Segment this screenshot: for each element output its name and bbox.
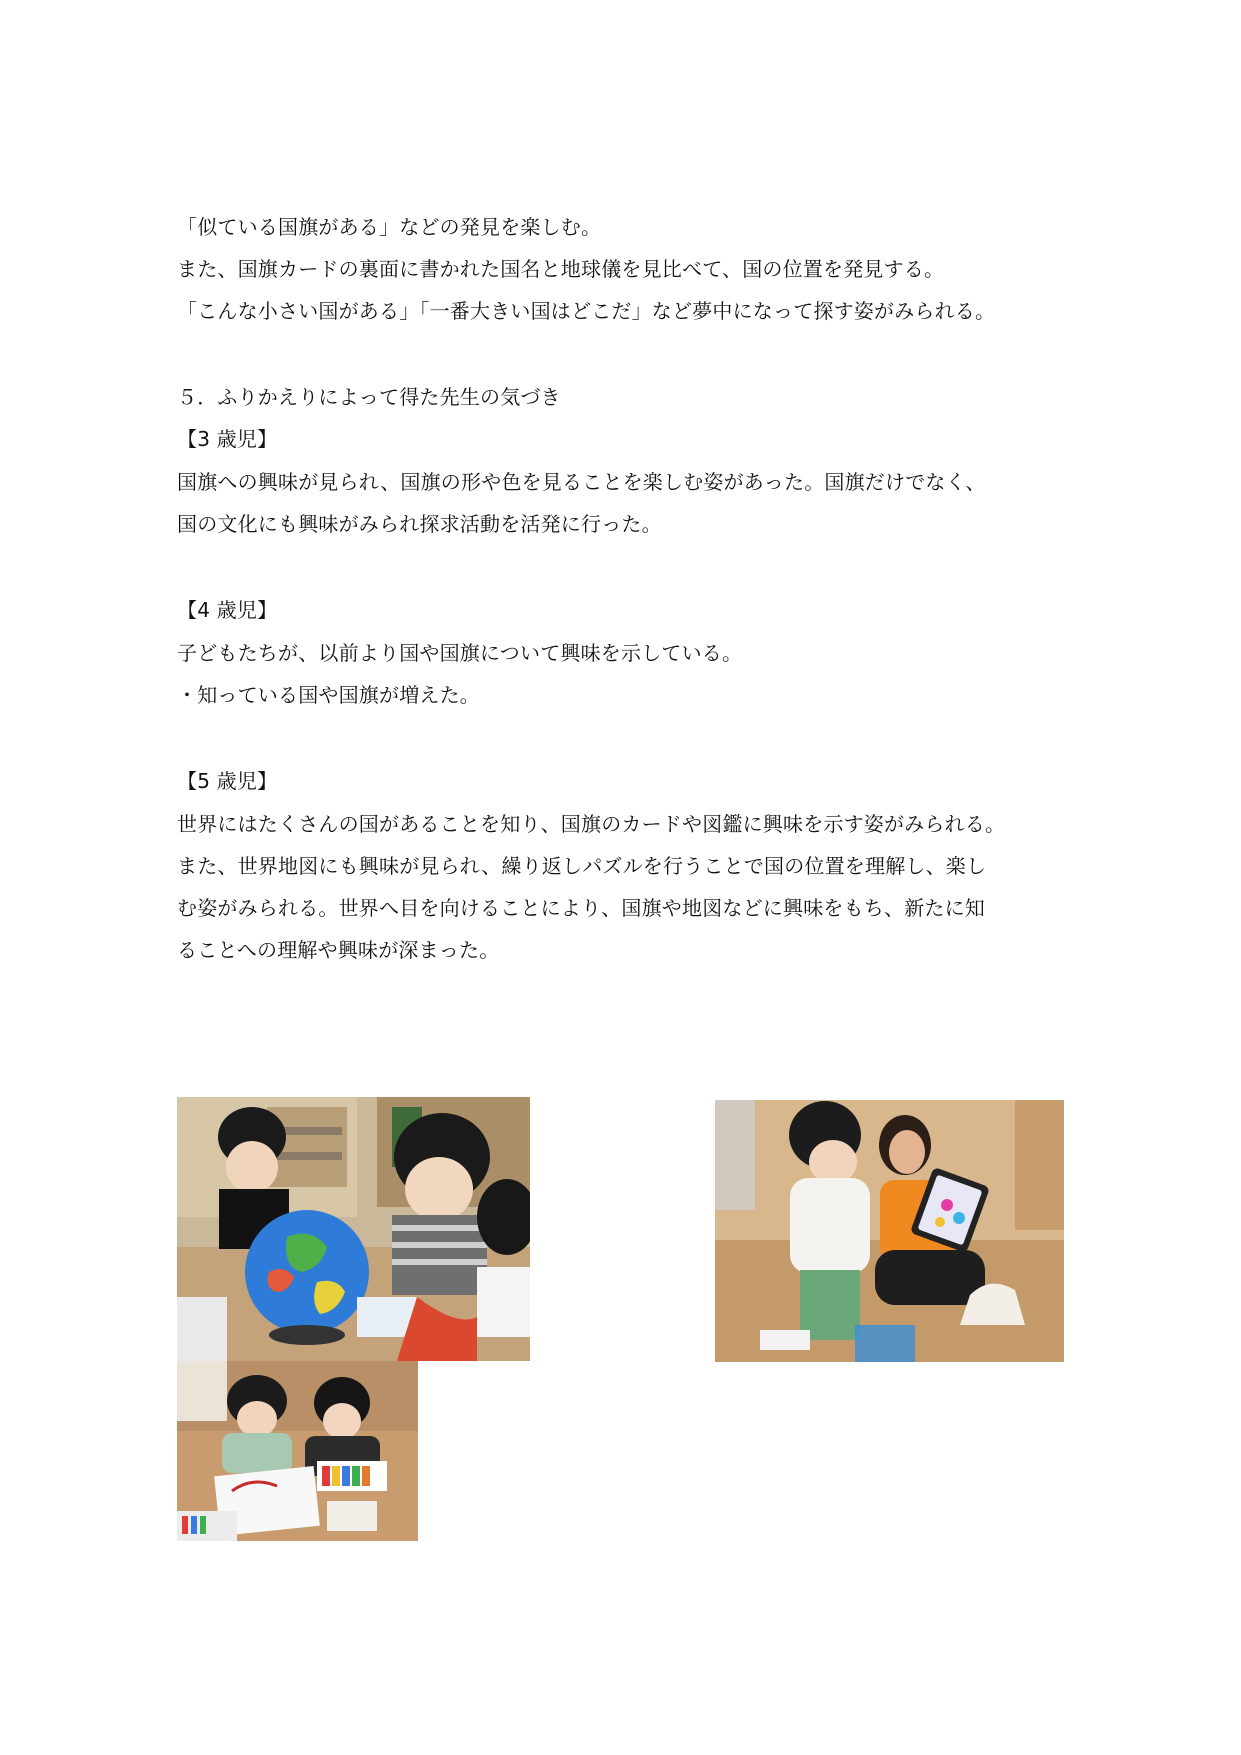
- age3-line-1: 国旗への興味が見られ、国旗の形や色を見ることを楽しむ姿があった。国旗だけでなく、: [177, 470, 986, 494]
- age4-line-2: ・知っている国や国旗が増えた。: [177, 683, 480, 707]
- age3-line-2: 国の文化にも興味がみられ探求活動を活発に行った。: [177, 512, 662, 536]
- age5-line-3: む姿がみられる。世界へ目を向けることにより、国旗や地図などに興味をもち、新たに知: [177, 896, 985, 920]
- globe-photo: [177, 1097, 530, 1361]
- tablet-photo: [715, 1100, 1064, 1362]
- intro-line-3: 「こんな小さい国がある」「一番大きい国はどこだ」など夢中になって探す姿がみられる。: [177, 299, 996, 323]
- section-heading: ５．ふりかえりによって得た先生の気づき: [177, 385, 561, 409]
- age3-label: 【3 歳児】: [177, 427, 278, 451]
- intro-line-2: また、国旗カードの裏面に書かれた国名と地球儀を見比べて、国の位置を発見する。: [177, 257, 945, 281]
- age5-label: 【5 歳児】: [177, 769, 278, 793]
- age5-line-2: また、世界地図にも興味が見られ、繰り返しパズルを行うことで国の位置を理解し、楽し: [177, 854, 987, 878]
- age5-line-4: ることへの理解や興味が深まった。: [177, 938, 500, 962]
- age4-line-1: 子どもたちが、以前より国や国旗について興味を示している。: [177, 641, 743, 665]
- drawing-photo: [177, 1361, 418, 1541]
- age5-line-1: 世界にはたくさんの国があることを知り、国旗のカードや図鑑に興味を示す姿がみられる。: [177, 812, 1006, 836]
- age4-label: 【4 歳児】: [177, 598, 278, 622]
- intro-line-1: 「似ている国旗がある」などの発見を楽しむ。: [177, 215, 602, 239]
